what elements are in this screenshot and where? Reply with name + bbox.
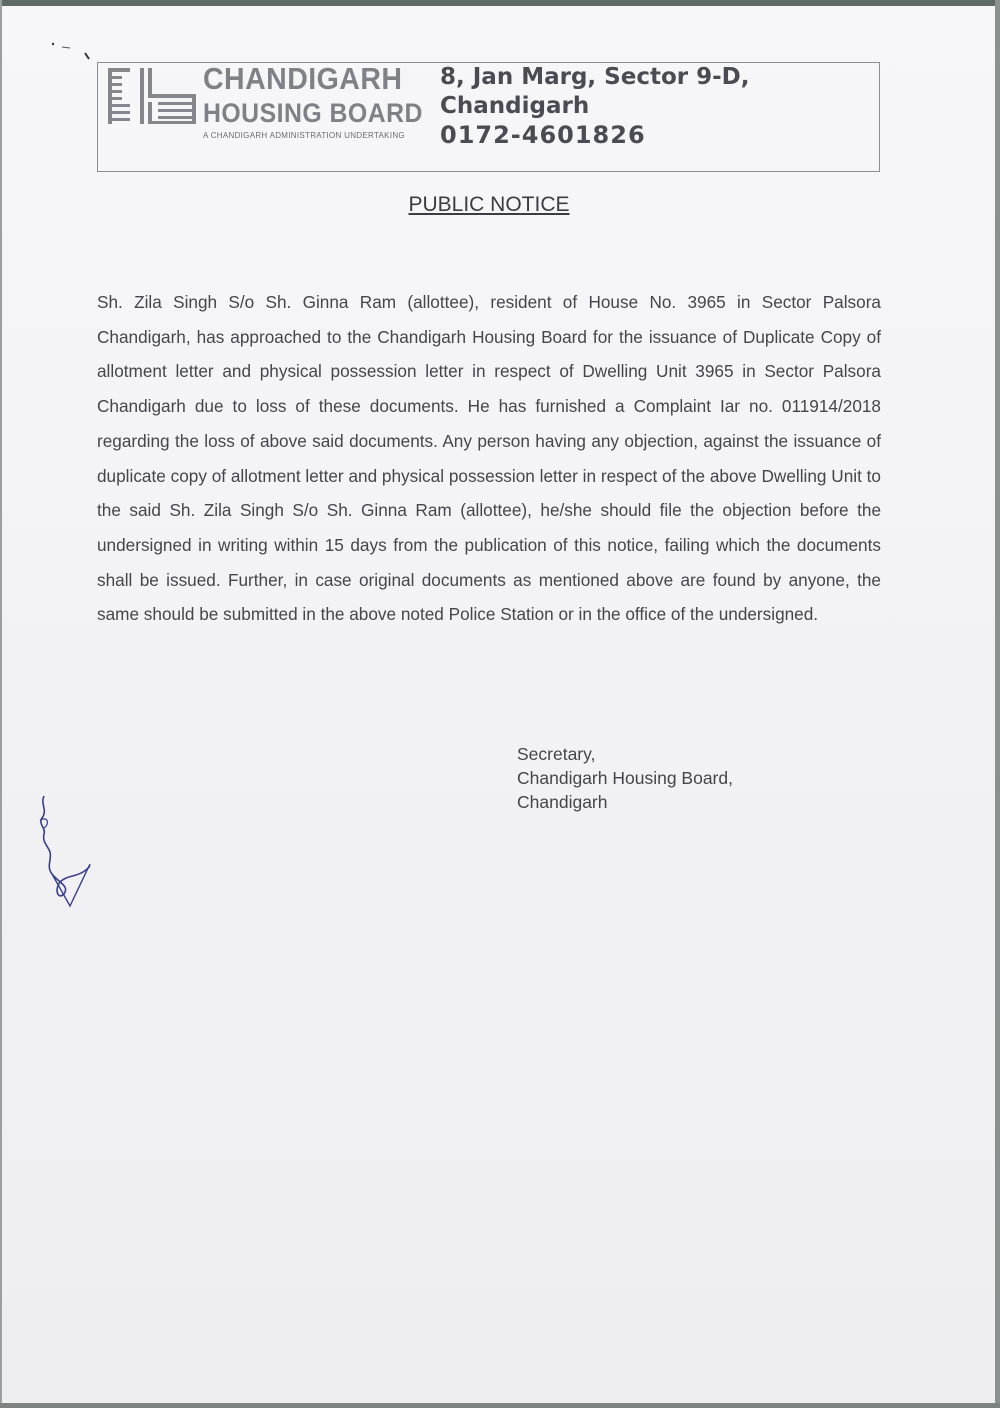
- org-name-line1: CHANDIGARH: [203, 61, 403, 96]
- scan-edge-top: [0, 0, 1000, 6]
- signatory-city: Chandigarh: [517, 792, 608, 812]
- org-tagline: A CHANDIGARH ADMINISTRATION UNDERTAKING: [203, 131, 405, 140]
- phone-number: 0172-4601826: [440, 121, 646, 149]
- chb-logo-icon: [106, 66, 198, 126]
- address-line1: 8, Jan Marg, Sector 9-D,: [440, 64, 750, 90]
- signatory-designation: Secretary,: [517, 744, 596, 764]
- stray-marks-icon: [48, 35, 108, 65]
- notice-body: [97, 285, 881, 632]
- notice-paragraph: Sh. Zila Singh S/o Sh. Ginna Ram (allottee), resident of House No. 3965 in Sector Palsora Chandigarh, has approached to the Chandigarh Housing Board for the issuance of Duplicate Copy of allotment letter and physical possession letter in respect of Dwelling Unit 3965 in Sector Palsora Chandigarh due to loss of these documents. He has furnished a Complaint Iar no. 011914/2018 regarding the loss of above said documents. Any person having any objection, against the issuance of duplicate copy of allotment letter and physical possession letter in respect of the above Dwelling Unit to the said Sh. Zila Singh S/o Sh. Ginna Ram (allottee), he/she should file the objection before the undersigned in writing within 15 days from the publication of this notice, failing which the documents shall be issued. Further, in case original documents as mentioned above are found by anyone, the same should be submitted in the above noted Police Station or in the office of the undersigned.: [97, 292, 881, 625]
- notice-title: PUBLIC NOTICE: [408, 193, 570, 216]
- handwritten-signature-icon: [30, 790, 100, 915]
- scan-edge-right: [995, 0, 1000, 1408]
- address-line2: Chandigarh: [440, 93, 590, 119]
- signatory-organization: Chandigarh Housing Board,: [517, 768, 733, 788]
- org-name-line2: HOUSING BOARD: [203, 98, 423, 128]
- scan-edge-bottom: [0, 1403, 1000, 1408]
